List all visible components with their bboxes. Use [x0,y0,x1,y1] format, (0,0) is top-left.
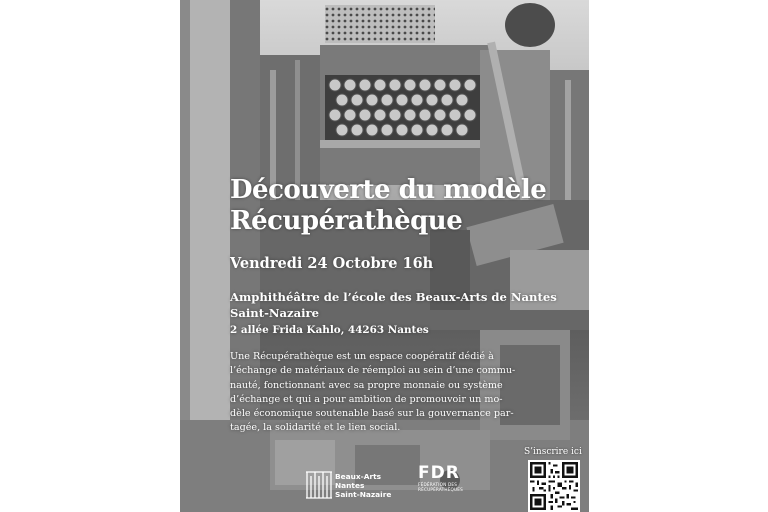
fdr-logo [418,464,478,504]
beaux-arts-logo [305,470,393,500]
venue-line-2: Saint-Nazaire [230,306,319,320]
title-line-1: Découverte du modèle [230,175,547,205]
beaux-arts-logo-mark-icon [305,470,333,500]
event-date: Vendredi 24 Octobre 16h [230,255,434,272]
venue-line-1: Amphithéâtre de l’école des Beaux-Arts de Nantes [230,290,557,304]
description-line: tagée, la solidarité et le lien social. [230,422,401,434]
description-line: d’échange et qui a pour ambition de promouvoir un mo- [230,393,503,405]
beaux-arts-logo-line: Nantes [335,481,365,490]
register-cta: S’inscrire ici [524,447,582,457]
description-line: dèle économique soutenable basé sur la gouvernance par- [230,408,514,420]
title-line-2: Récupérathèque [230,206,463,236]
qr-code-icon[interactable] [528,460,580,512]
beaux-arts-logo-line: Beaux-Arts [335,472,382,481]
description-line: Une Récupérathèque est un espace coopératif dédié à [230,351,494,362]
fdr-logo-mark: FDR [418,463,460,483]
description-line: l’échange de matériaux de réemploi au sein d’une commu- [230,365,516,377]
poster-content [180,0,589,512]
event-poster [180,0,589,512]
beaux-arts-logo-line: Saint-Nazaire [335,490,392,499]
fdr-logo-subtitle-2: RÉCUPÉRATHÈQUES [418,487,464,492]
fdr-logo-subtitle-1: FÉDÉRATION DES [418,482,458,487]
poster-title [230,175,546,237]
beaux-arts-logo-text [335,472,391,499]
event-address: 2 allée Frida Kahlo, 44263 Nantes [230,324,429,336]
event-description [230,350,525,436]
description-line: nauté, fonctionnant avec sa propre monnaie ou système [230,379,503,391]
event-venue [230,289,557,321]
